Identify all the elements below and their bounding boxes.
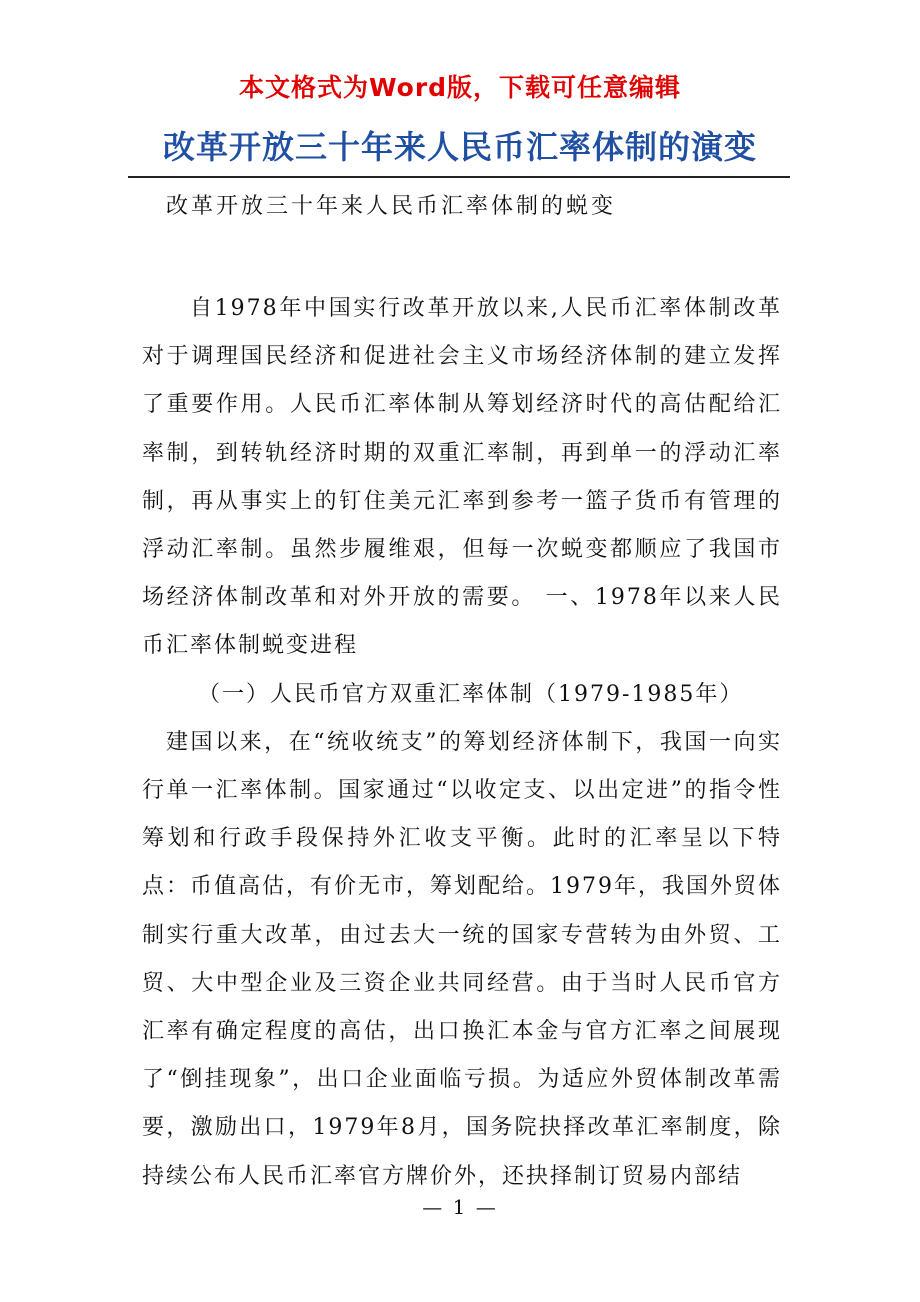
document-title: 改革开放三十年来人民币汇率体制的演变 bbox=[162, 128, 757, 166]
document-body bbox=[142, 285, 782, 1201]
document-subtitle: 改革开放三十年来人民币汇率体制的蜕变 bbox=[166, 194, 617, 219]
title-divider bbox=[128, 176, 790, 178]
body-paragraph: 建国以来，在“统收统支”的筹划经济体制下，我国一向实行单一汇率体制。国家通过“以收定支、以出定进”的指令性筹划和行政手段保持外汇收支平衡。此时的汇率呈以下特点：币值高估，有价无市，筹划配给。1979年，我国外贸体制实行重大改革，由过去大一统的国家专营转为由外贸、工贸、大中型企业及三资企业共同经营。由于当时人民币官方汇率有确定程度的高估，出口换汇本金与官方汇率之间展现了“倒挂现象”，出口企业面临亏损。为适应外贸体制改革需要，激励出口，1979年8月，国务院抉择改革汇率制度，除持续公布人民币汇率官方牌价外，还抉择制订贸易内部结 bbox=[142, 729, 782, 1189]
section-heading: （一）人民币官方双重汇率体制（1979-1985年） bbox=[198, 681, 744, 707]
intro-paragraph: 自1978年中国实行改革开放以来,人民币汇率体制改革对于调理国民经济和促进社会主义市场经济体制的建立发挥了重要作用。人民币汇率体制从筹划经济时代的高估配给汇率制，到转轨经济时期的双重汇率制，再到单一的浮动汇率制，再从事实上的钉住美元汇率到参考一篮子货币有管理的浮动汇率制。虽然步履维艰，但每一次蜕变都顺应了我国市场经济体制改革和对外开放的需要。 一、1978年以来人民币汇率体制蜕变进程 bbox=[142, 296, 782, 659]
download-banner: 本文格式为Word版，下载可任意编辑 bbox=[238, 73, 682, 102]
page-number: — 1 — bbox=[422, 1195, 498, 1219]
